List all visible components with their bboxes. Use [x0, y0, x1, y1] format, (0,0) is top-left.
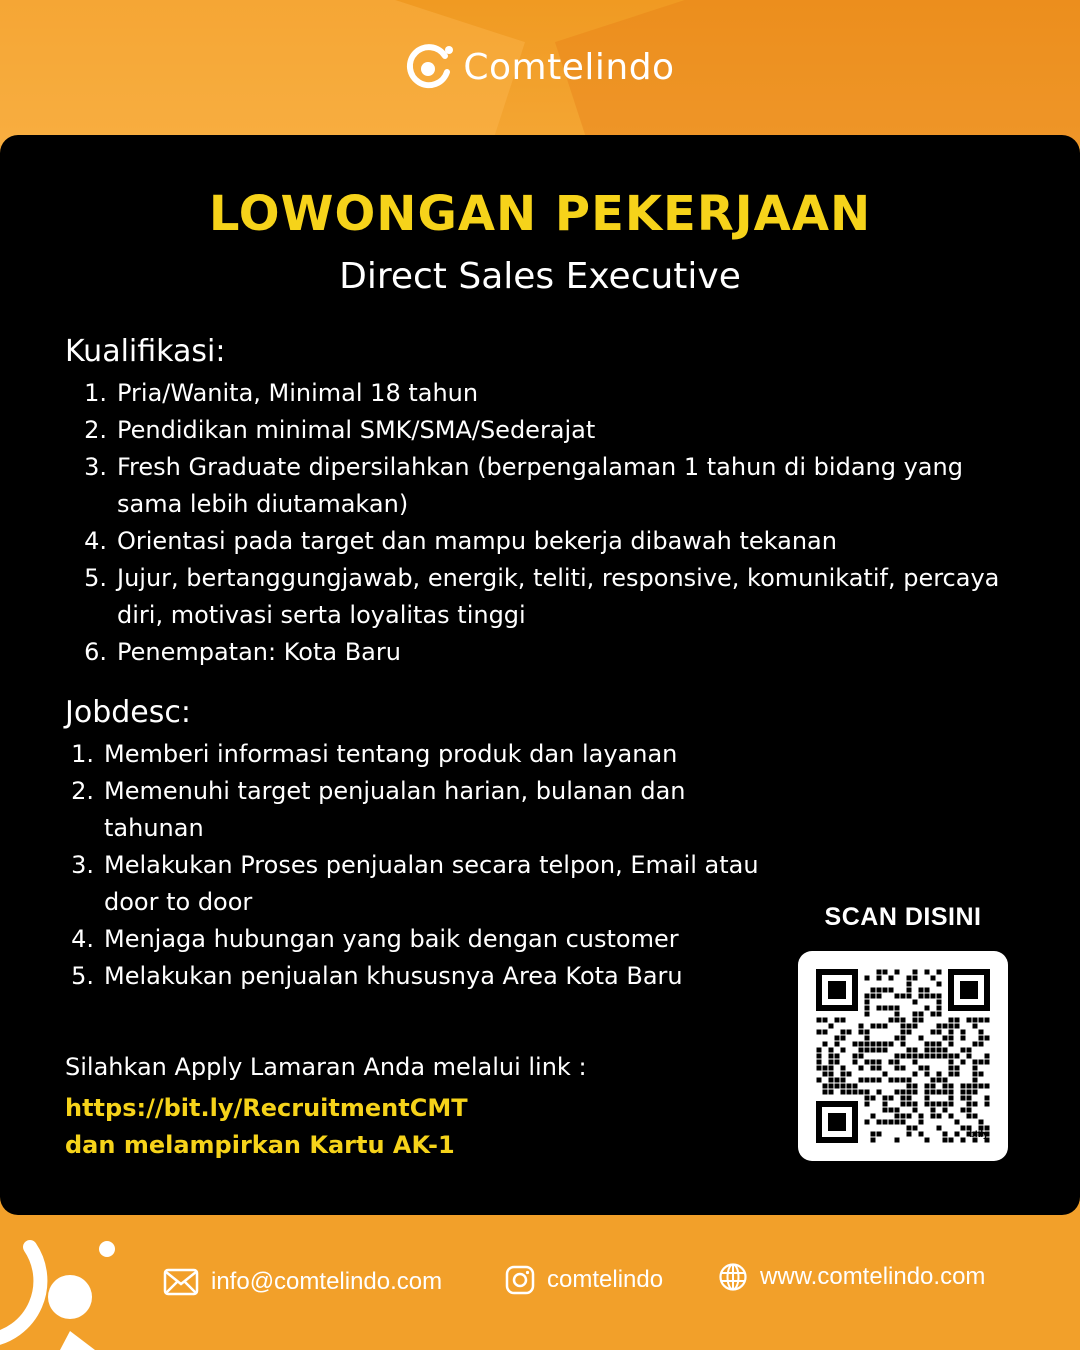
- list-item: [73, 412, 1013, 449]
- footer-email[interactable]: [163, 1268, 442, 1296]
- list-number: 5.: [71, 962, 94, 990]
- list-number: 3.: [84, 453, 107, 481]
- list-number: 4.: [71, 925, 94, 953]
- list-number: 2.: [71, 777, 94, 805]
- scan-label: SCAN DISINI: [824, 903, 982, 931]
- qr-code-icon: [816, 969, 990, 1143]
- list-text: Fresh Graduate dipersilahkan (berpengalaman 1 tahun di bidang yang sama lebih diutamakan): [117, 453, 963, 518]
- list-text: Jujur, bertanggungjawab, energik, teliti, responsive, komunikatif, percaya diri, motivasi serta loyalitas tinggi: [117, 564, 1000, 629]
- list-item: [60, 773, 780, 847]
- list-text: Pria/Wanita, Minimal 18 tahun: [117, 379, 479, 407]
- list-item: [73, 375, 1013, 412]
- instagram-text: comtelindo: [547, 1266, 664, 1293]
- page-title: LOWONGAN PEKERJAAN: [208, 186, 872, 242]
- list-number: 4.: [84, 527, 107, 555]
- footer-website[interactable]: [718, 1262, 985, 1292]
- list-number: 1.: [71, 740, 94, 768]
- list-number: 2.: [84, 416, 107, 444]
- jobdesc-title: Jobdesc:: [65, 695, 191, 730]
- list-item: [73, 634, 1013, 671]
- jobdesc-list: [60, 736, 780, 995]
- list-item: [60, 958, 780, 995]
- footer-instagram[interactable]: [505, 1265, 663, 1295]
- list-text: Memberi informasi tentang produk dan layanan: [104, 740, 678, 768]
- list-number: 1.: [84, 379, 107, 407]
- apply-instructions: Silahkan Apply Lamaran Anda melalui link :: [65, 1053, 587, 1081]
- globe-icon: [718, 1262, 748, 1292]
- apply-link[interactable]: https://bit.ly/RecruitmentCMT: [65, 1094, 468, 1122]
- position-title: Direct Sales Executive: [339, 256, 741, 297]
- qualifications-list: [73, 375, 1013, 671]
- list-number: 3.: [71, 851, 94, 879]
- list-text: Melakukan Proses penjualan secara telpon, Email atau door to door: [104, 851, 759, 916]
- list-number: 5.: [84, 564, 107, 592]
- qualifications-title: Kualifikasi:: [65, 334, 226, 369]
- logo-icon: [405, 42, 455, 92]
- list-item: [73, 449, 1013, 523]
- instagram-icon: [505, 1265, 535, 1295]
- mail-icon: [163, 1268, 199, 1296]
- apply-note: dan melampirkan Kartu AK-1: [65, 1131, 455, 1159]
- list-text: Pendidikan minimal SMK/SMA/Sederajat: [117, 416, 596, 444]
- website-text: www.comtelindo.com: [760, 1263, 986, 1290]
- list-item: [73, 523, 1013, 560]
- list-item: [60, 847, 780, 921]
- brand-name: Comtelindo: [463, 46, 675, 88]
- bitly-badge: bitly: [969, 1129, 988, 1139]
- qr-code[interactable]: [798, 951, 1008, 1161]
- list-text: Memenuhi target penjualan harian, bulanan dan tahunan: [104, 777, 686, 842]
- logo-decoration-icon: [0, 1235, 130, 1350]
- list-number: 6.: [84, 638, 107, 666]
- list-item: [60, 921, 780, 958]
- list-text: Penempatan: Kota Baru: [117, 638, 401, 666]
- list-text: Orientasi pada target dan mampu bekerja dibawah tekanan: [117, 527, 837, 555]
- list-item: [73, 560, 1013, 634]
- list-item: [60, 736, 780, 773]
- list-text: Menjaga hubungan yang baik dengan customer: [104, 925, 679, 953]
- brand-logo: [0, 42, 1080, 92]
- email-text: info@comtelindo.com: [211, 1268, 443, 1295]
- list-text: Melakukan penjualan khususnya Area Kota Baru: [104, 962, 683, 990]
